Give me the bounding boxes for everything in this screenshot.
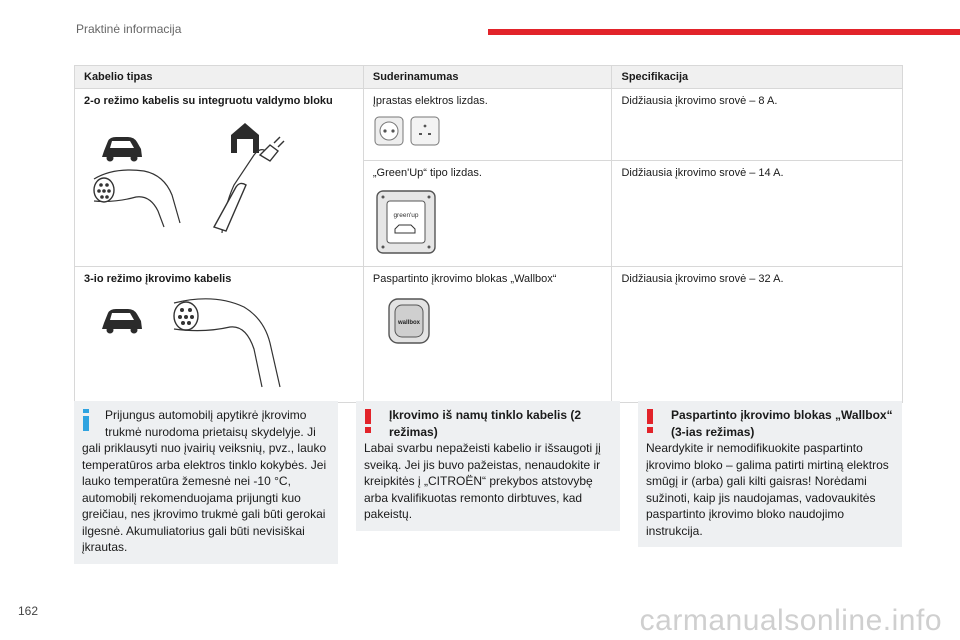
cable-spec-table [74, 65, 903, 403]
column-header-compatibility: Suderinamumas [363, 66, 612, 89]
type2-connector-icon [174, 299, 280, 387]
wallbox-badge-text: wallbox [397, 320, 420, 326]
header-accent-bar [488, 29, 960, 35]
warning-panel-body: Neardykite ir nemodifikuokite paspartinto įkrovimo bloko – galima patirti mirtiną elektros smūgį ir (arba) gali kilti gaisras! Norėdami sužinoti, kaip jis naudojamas, vadovaukitės paspartinto įkrovimo bloko naudojimo instrukcija. [646, 441, 889, 538]
column-header-cable-type: Kabelio tipas [75, 66, 364, 89]
info-panel [74, 401, 338, 564]
warning-panel-body: Labai svarbu nepažeisti kabelio ir išsaugoti jį sveiką. Jei jis buvo pažeistas, nenaudokite ir kreipkitės į „CITROËN“ prekybos atstovybę arba kvalifikuotas remonto dirbtuves, kad pakeistų. [364, 441, 601, 521]
watermark: carmanualsonline.info [639, 604, 942, 637]
spec-cell: Didžiausia įkrovimo srovė – 14 A. [612, 161, 903, 267]
compat-cell [363, 89, 612, 161]
warning-panel-wallbox [638, 401, 902, 547]
spec-cell: Didžiausia įkrovimo srovė – 8 A. [612, 89, 903, 161]
mode2-cable-cell [75, 89, 364, 267]
mode2-cable-illustration [84, 115, 304, 245]
warning-panel-home-cable [356, 401, 620, 531]
socket-icon [411, 117, 439, 145]
domestic-socket-illustration [373, 115, 453, 151]
greenup-badge-text: green'up [393, 212, 419, 219]
compat-text: Paspartinto įkrovimo blokas „Wallbox“ [372, 273, 557, 285]
compat-cell [363, 267, 612, 403]
table-row [75, 267, 903, 403]
socket-icon [375, 117, 403, 145]
info-panel-body: gali priklausyti nuo įvairių veiksnių, pvz., lauko temperatūros arba elektros tinklo kokybės. Jei lauko temperatūra žemesnė nei -10 °C, automobilį rekomenduojama prijungti kuo greičiau, nes įkrovimo trukmė gali būti gerokai ilgesnė. Akumuliatorius gali būti nevisiškai įkrautas. [82, 441, 327, 554]
header-title: Praktinė informacija [76, 22, 182, 36]
warning-panel-title: Įkrovimo iš namų tinklo kabelis (2 režimas) [389, 408, 582, 439]
page-number: 162 [18, 604, 39, 618]
warning-panel-title: Paspartinto įkrovimo blokas „Wallbox“ (3-ias režimas) [671, 408, 893, 439]
table-row [75, 89, 903, 161]
warning-icon [646, 409, 654, 433]
mode3-cable-title: 3-io režimo įkrovimo kabelis [84, 273, 232, 285]
warning-icon [364, 409, 372, 433]
greenup-socket-icon [377, 191, 435, 253]
mode3-cable-cell [75, 267, 364, 403]
info-panel-first-line: Prijungus automobilį apytikrė įkrovimo trukmė nurodoma prietaisų skydelyje. Ji [105, 408, 316, 439]
column-header-specification: Specifikacija [612, 66, 903, 89]
house-icon [231, 123, 259, 153]
compat-text: „Green'Up“ tipo lizdas. [372, 167, 482, 179]
type2-connector-icon [94, 170, 180, 227]
mode3-cable-illustration [84, 293, 304, 393]
wallbox-illustration [383, 293, 443, 349]
car-icon [102, 309, 142, 334]
car-icon [102, 137, 142, 162]
greenup-socket-illustration [373, 187, 443, 257]
compat-text: Įprastas elektros lizdas. [372, 95, 488, 107]
table-header-row [75, 66, 903, 89]
compat-cell [363, 161, 612, 267]
spec-cell: Didžiausia įkrovimo srovė – 32 A. [612, 267, 903, 403]
mode2-cable-title: 2-o režimo kabelis su integruotu valdymo bloku [84, 95, 333, 107]
wallbox-icon [389, 299, 429, 343]
info-icon [82, 409, 90, 431]
